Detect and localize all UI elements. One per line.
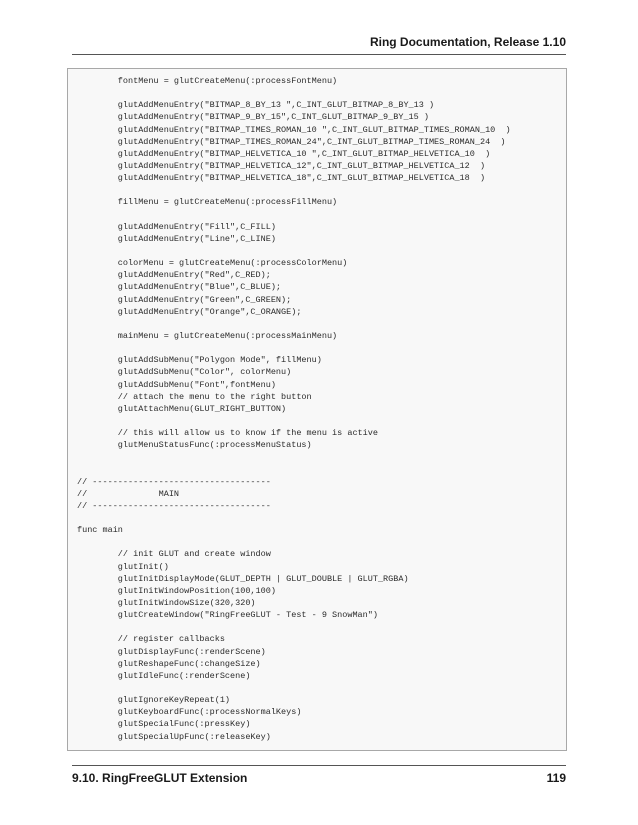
code-line: // this will allow us to know if the menu is active (77, 428, 378, 439)
code-line: glutAddMenuEntry("BITMAP_HELVETICA_18",C_INT_GLUT_BITMAP_HELVETICA_18 ) (77, 173, 486, 184)
code-line: glutSpecialFunc(:pressKey) (77, 719, 251, 730)
footer-section-title: 9.10. RingFreeGLUT Extension (72, 771, 248, 785)
code-line: glutAddMenuEntry("BITMAP_HELVETICA_10 ",C_INT_GLUT_BITMAP_HELVETICA_10 ) (77, 148, 491, 159)
code-line: glutInitWindowPosition(100,100) (77, 585, 276, 596)
code-line: glutAddSubMenu("Polygon Mode", fillMenu) (77, 355, 322, 366)
code-line: glutAddMenuEntry("BITMAP_9_BY_15",C_INT_GLUT_BITMAP_9_BY_15 ) (77, 112, 429, 123)
code-line: glutAddMenuEntry("BITMAP_TIMES_ROMAN_10 ",C_INT_GLUT_BITMAP_TIMES_ROMAN_10 ) (77, 124, 511, 135)
code-line: // MAIN (77, 488, 180, 499)
code-line: fillMenu = glutCreateMenu(:processFillMenu) (77, 197, 338, 208)
code-line: glutAddMenuEntry("Green",C_GREEN); (77, 294, 292, 305)
code-line: func main (77, 525, 123, 536)
code-line (77, 87, 511, 99)
code-line: glutAddMenuEntry("Fill",C_FILL) (77, 221, 276, 232)
code-line: glutReshapeFunc(:changeSize) (77, 658, 261, 669)
code-line: glutIdleFunc(:renderScene) (77, 670, 251, 681)
code-line (77, 184, 511, 196)
code-line: fontMenu = glutCreateMenu(:processFontMenu) (77, 76, 338, 86)
code-line: // register callbacks (77, 634, 225, 645)
code-line: // ----------------------------------- (77, 476, 271, 487)
code-line (77, 536, 511, 548)
code-line: glutInitWindowSize(320,320) (77, 598, 256, 609)
code-line: glutIgnoreKeyRepeat(1) (77, 695, 231, 706)
code-line: glutAddMenuEntry("BITMAP_HELVETICA_12",C_INT_GLUT_BITMAP_HELVETICA_12 ) (77, 160, 486, 171)
code-line: glutMenuStatusFunc(:processMenuStatus) (77, 440, 312, 451)
code-line (77, 682, 511, 694)
page-number: 119 (546, 771, 566, 785)
code-line (77, 743, 511, 751)
running-header-title: Ring Documentation, Release 1.10 (369, 35, 566, 49)
code-line: glutAttachMenu(GLUT_RIGHT_BUTTON) (77, 403, 287, 414)
code-line: glutAddSubMenu("Color", colorMenu) (77, 367, 292, 378)
code-line: glutAddMenuEntry("Orange",C_ORANGE); (77, 306, 302, 317)
code-line (77, 209, 511, 221)
code-line (77, 464, 511, 476)
code-line: glutAddMenuEntry("Line",C_LINE) (77, 233, 276, 244)
code-line (77, 245, 511, 257)
code-line: // init GLUT and create window (77, 549, 271, 560)
code-line: glutKeyboardFunc(:processNormalKeys) (77, 707, 302, 718)
code-line: glutAddMenuEntry("BITMAP_TIMES_ROMAN_24",C_INT_GLUT_BITMAP_TIMES_ROMAN_24 ) (77, 136, 506, 147)
code-line: glutAddMenuEntry("BITMAP_8_BY_13 ",C_INT_GLUT_BITMAP_8_BY_13 ) (77, 100, 435, 111)
code-line: glutAddMenuEntry("Red",C_RED); (77, 270, 271, 281)
code-line (77, 621, 511, 633)
code-line: glutInit() (77, 561, 169, 572)
code-line (77, 451, 511, 463)
code-line: glutInitDisplayMode(GLUT_DEPTH | GLUT_DOUBLE | GLUT_RGBA) (77, 573, 409, 584)
code-line (77, 318, 511, 330)
code-line (77, 512, 511, 524)
code-line: colorMenu = glutCreateMenu(:processColorMenu) (77, 258, 348, 269)
footer-rule (72, 765, 566, 766)
code-line: glutAddMenuEntry("Blue",C_BLUE); (77, 282, 282, 293)
code-line: glutAddSubMenu("Font",fontMenu) (77, 379, 276, 390)
code-line (77, 342, 511, 354)
code-line: glutCreateWindow("RingFreeGLUT - Test - 9 SnowMan") (77, 610, 378, 621)
code-lines (77, 75, 511, 751)
code-block (67, 68, 567, 751)
code-line: mainMenu = glutCreateMenu(:processMainMenu) (77, 330, 338, 341)
code-line: // attach the menu to the right button (77, 391, 312, 402)
code-line (77, 415, 511, 427)
header-rule (72, 54, 566, 55)
code-line: // ----------------------------------- (77, 500, 271, 511)
code-line: glutDisplayFunc(:renderScene) (77, 646, 266, 657)
code-line: glutSpecialUpFunc(:releaseKey) (77, 731, 271, 742)
